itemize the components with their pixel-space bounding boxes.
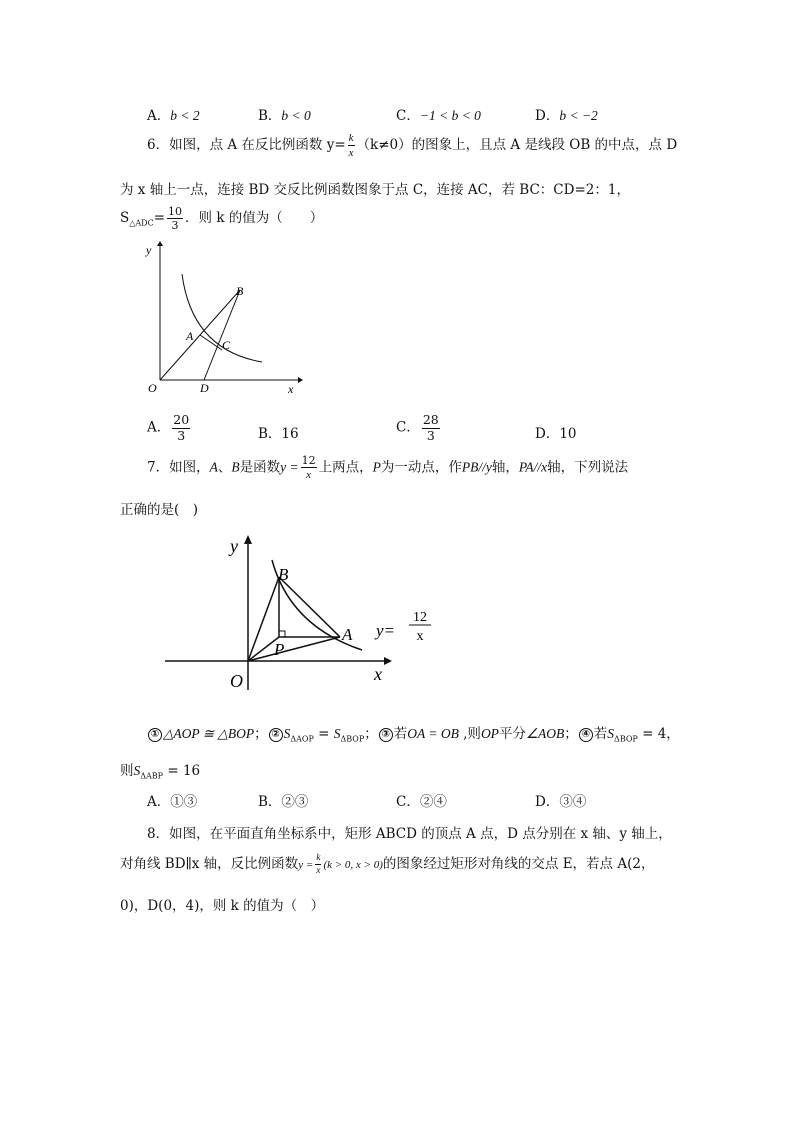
q6-fig-y-label: y xyxy=(146,243,152,257)
q7-fig-x-label: x xyxy=(374,664,382,684)
q7-statements: ① △AOP ≅ △BOP； ② $S_{\Delta AOP} = S_{\Delta BOP}$； ③ 若OA = OB ,则OP平分∠AOB； ④ 若$S_{\Delta BOP} = 4$， xyxy=(147,722,680,744)
q7-fig-eq-label: y= xyxy=(376,621,396,640)
q7-line1: 7．如图，A、B是函数y = $\frac{12}{x}$ 上两点，P为一动点，作PB//y轴，PA//x轴，下列说法 xyxy=(147,454,629,481)
q6-option-a[interactable]: A． $\frac{20}{3}$ xyxy=(147,412,190,443)
q7-option-c[interactable]: C．②④ xyxy=(396,794,447,810)
q6-figure xyxy=(140,240,310,400)
q8-line1: 8．如图，在平面直角坐标系中，矩形 ABCD 的顶点 A 点，D 点分别在 x 轴、y 轴上， xyxy=(147,826,672,842)
q6-fig-x-label: x xyxy=(288,382,294,396)
q6-option-d[interactable]: D．10 xyxy=(535,426,577,442)
q6-fig-a-label: A xyxy=(186,329,194,343)
q7-fig-o-label: O xyxy=(230,671,243,691)
q7-statements-line2: 则$S_{\Delta ABP} = 16$ xyxy=(120,763,201,781)
q5-option-b[interactable]: B．b < 0 xyxy=(258,108,311,124)
q7-options xyxy=(147,790,667,808)
q7-fig-b-label: B xyxy=(278,565,289,584)
q6-fig-o-label: O xyxy=(148,381,157,395)
q6-option-c[interactable]: C． $\frac{28}{3}$ xyxy=(396,412,439,443)
q7-figure xyxy=(160,530,440,695)
q6-line1: 6．如图，点 A 在反比例函数 y= $\frac{k}{x}$ （k≠0）的图象上，且点 A 是线段 OB 的中点，点 D xyxy=(147,132,678,159)
q8-line3: 0)，D(0，4)，则 k 的值为（ ） xyxy=(120,898,325,914)
q7-option-a[interactable]: A．①③ xyxy=(147,794,198,810)
q7-fig-y-label: y xyxy=(230,536,238,556)
q6-options xyxy=(147,414,667,448)
q6-fig-d-label: D xyxy=(200,381,209,395)
q7-option-b[interactable]: B．②③ xyxy=(258,794,309,810)
q8-line2: 对角线 BD∥x 轴，反比例函数y = $\frac{k}{x}$ (k > 0, x > 0)的图象经过矩形对角线的交点 E，若点 A(2， xyxy=(120,852,655,876)
q7-fig-eq-den: x xyxy=(416,629,424,644)
q6-fig-b-label: B xyxy=(236,284,244,298)
q7-option-d[interactable]: D．③④ xyxy=(535,794,587,810)
q7-fig-p-label: P xyxy=(274,640,285,659)
q6-line2: 为 x 轴上一点，连接 BD 交反比例函数图象于点 C，连接 AC，若 BC：CD=2：1， xyxy=(120,182,630,198)
q5-options xyxy=(147,104,667,122)
q5-option-a[interactable]: A．b < 2 xyxy=(147,108,200,124)
q5-option-c[interactable]: C．−1 < b < 0 xyxy=(396,108,481,124)
q6-option-b[interactable]: B．16 xyxy=(258,426,299,442)
q7-fig-eq-num: 12 xyxy=(413,610,427,625)
q6-fig-c-label: C xyxy=(222,338,231,352)
q5-option-d[interactable]: D．b < −2 xyxy=(535,108,598,124)
q6-k-over-x: $\frac{k}{x}$ xyxy=(348,132,354,159)
q6-line3: $S_{\triangle ADC}=$ $\frac{10}{3}$ ．则 k 的值为（ ） xyxy=(120,205,324,232)
q7-line2: 正确的是( ) xyxy=(120,502,199,518)
q7-fig-a-label: A xyxy=(342,625,353,644)
